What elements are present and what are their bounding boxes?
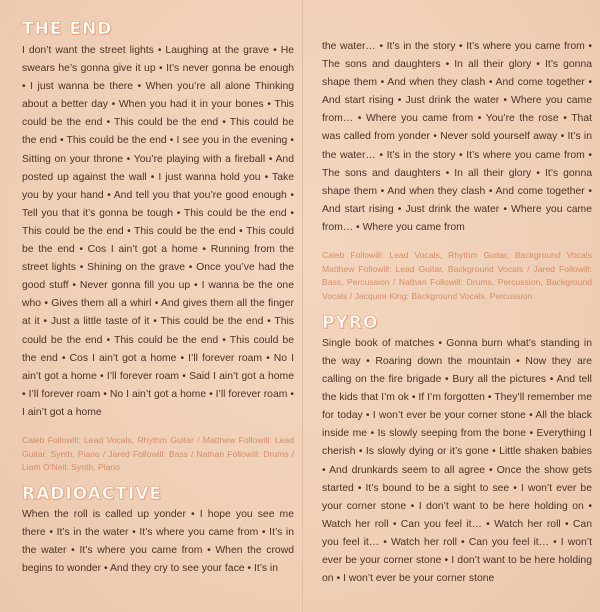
lyrics-the-end: I don’t want the street lights • Laughing at the grave • He swears he’s gonna give it up • It’s never gonna be enough • I just wanna be there • When you’re all alone Thinking about a better day • When you had it in your bones • This could be the end • This could be the end • This could be the end • This could be the end • I see you in the evening • Sitting on your throne • You’re playing with a fireball • And posted up against the wall • I just wanna hold you • Take you by your hand • And tell you that you’re good enough • Tell you that it’s gonna be tough • This could be the end • This could be the end • This could be the end • This could be the end • Cos I ain’t got a home • Running from the street lights • Shining on the grave • Once you’ve had the good stuff • Never gonna fill you up • I wanna be the one who • Gives them all a whirl • And gives them all the finger at it • Just a little taste of it • This could be the end • This could be the end • This could be the end • This could be the end • Cos I ain’t got a home • I’ll forever roam • No I ain’t got a home • I’ll forever roam • Said I ain’t got a home • I’ll forever roam • No I ain’t got a home • I’ll forever roam • I ain’t got a home <box>22 45 294 418</box>
credits-radioactive: Caleb Followill: Lead Vocals, Rhythm Guitar, Background Vocals Matthew Followill: Lead Guitar, Background Vocals / Jared Followill: Bass, Percussion / Nathan Followill: Drums, Percussion, Background Vocals / Jacquire King: Background Vocals, Percussion <box>322 250 592 302</box>
song-title-pyro: PYRO <box>322 312 379 333</box>
column-divider <box>302 0 303 612</box>
lyrics-radioactive-continued: the water… • It’s in the story • It’s where you came from • The sons and daughters • In all their glory • It’s gonna shape them • And when they clash • And come together • And start rising • Just drink the water • Where you came from… • Where you came from • You’re the rose • That was called from yonder • Never sold yourself away • It’s in the water… • It’s in the story • It’s where you came from • The sons and daughters • In all their glory • It’s gonna shape them • And when they clash • And come together • And start rising • Just drink the water • Where you came from… • Where you came from <box>322 41 592 233</box>
left-column <box>22 18 294 578</box>
song-title-radioactive: RADIOACTIVE <box>22 484 163 505</box>
song-title-the-end: THE END <box>22 19 113 39</box>
credits-the-end: Caleb Followill: Lead Vocals, Rhythm Guitar / Matthew Followill: Lead Guitar, Synth, Piano / Jared Followill: Bass / Nathan Followill: Drums / Liam O’Neil: Synth, Piano <box>22 434 294 473</box>
lyrics-radioactive: When the roll is called up yonder • I hope you see me there • It’s in the water • It’s where you came from • It’s in the water • It’s where you came from • When the crowd begins to wonder • And they cry to see your face • It’s in <box>22 509 294 575</box>
lyrics-pyro: Single book of matches • Gonna burn what’s standing in the way • Roaring down the mountain • Now they are calling on the fire brigade • Bury all the pictures • And tell the kids that I’m ok • If I’m forgotten • They’ll remember me for today • I won’t ever be your corner stone • All the black inside me • Is slowly seeping from the bone • Everything I cherish • Is slowly dying or it’s gone • Little shaken babies • And drunkards seem to all agree • Once the show gets started • It’s bound to be a sight to see • I won’t ever be your corner stone • I don’t want to be here holding on • Watch her roll • Can you feel it… • Watch her roll • Can you feel it… • Watch her roll • Can you feel it… • I won’t ever be your corner stone • I don’t want to be here holding on • I won’t ever be your corner stone <box>322 337 592 585</box>
right-column <box>322 18 592 588</box>
